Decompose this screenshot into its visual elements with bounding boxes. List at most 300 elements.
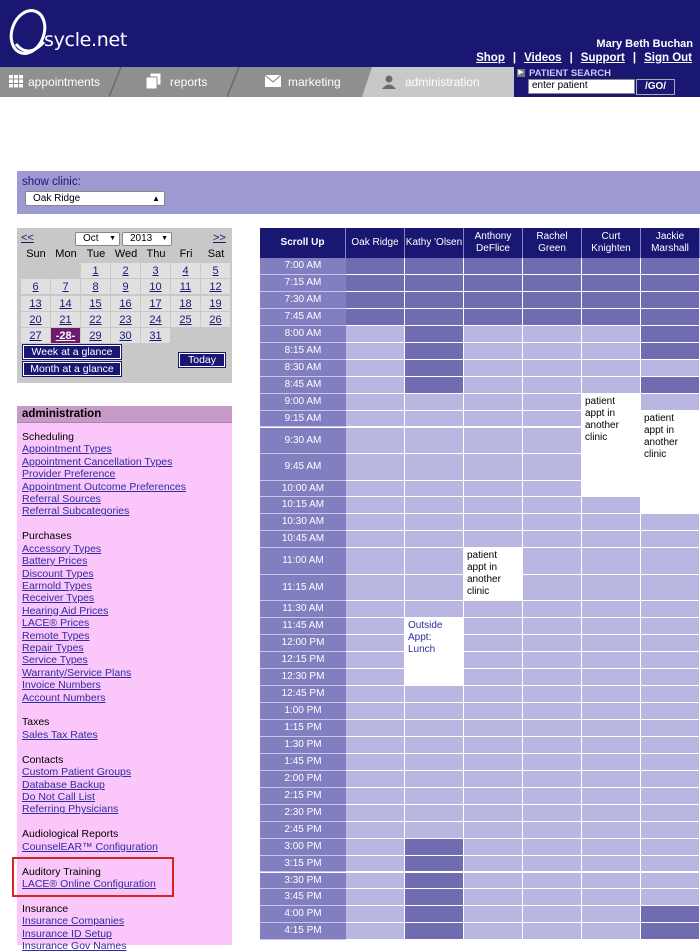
time-slot[interactable] xyxy=(405,703,464,720)
admin-link[interactable]: Invoice Numbers xyxy=(22,679,101,692)
time-slot[interactable] xyxy=(346,514,405,531)
tab-marketing[interactable] xyxy=(240,67,362,97)
time-slot[interactable] xyxy=(582,737,641,754)
appointment-block[interactable]: patient appt in another clinic xyxy=(464,548,522,600)
calendar-day[interactable]: 27 xyxy=(21,328,50,343)
time-slot[interactable] xyxy=(346,343,405,360)
time-slot[interactable] xyxy=(346,703,405,720)
time-slot[interactable] xyxy=(346,428,405,455)
time-slot[interactable] xyxy=(641,514,700,531)
time-slot[interactable] xyxy=(464,686,523,703)
time-slot[interactable] xyxy=(641,394,700,411)
tab-appointments[interactable] xyxy=(0,67,112,97)
time-slot[interactable] xyxy=(582,652,641,669)
time-slot[interactable] xyxy=(641,889,700,906)
admin-link[interactable]: Database Backup xyxy=(22,778,105,791)
time-slot[interactable] xyxy=(641,635,700,652)
time-slot[interactable] xyxy=(641,258,700,275)
calendar-day[interactable]: 7 xyxy=(51,279,80,294)
support-link[interactable]: Support xyxy=(580,52,625,64)
time-slot[interactable] xyxy=(464,497,523,514)
time-slot[interactable] xyxy=(464,428,523,455)
time-slot[interactable] xyxy=(582,754,641,771)
tab-reports[interactable] xyxy=(122,67,232,97)
time-slot[interactable] xyxy=(346,360,405,377)
time-slot[interactable] xyxy=(405,720,464,737)
time-slot[interactable] xyxy=(405,326,464,343)
time-slot[interactable] xyxy=(464,377,523,394)
time-slot[interactable] xyxy=(641,839,700,856)
admin-link[interactable]: Sales Tax Rates xyxy=(22,728,98,741)
time-slot[interactable] xyxy=(582,326,641,343)
time-slot[interactable] xyxy=(523,720,582,737)
provider-column-header[interactable]: Curt Knighten xyxy=(582,228,641,258)
admin-link[interactable]: Referring Physicians xyxy=(22,803,119,816)
calendar-day[interactable]: 31 xyxy=(141,328,170,343)
time-slot[interactable] xyxy=(582,720,641,737)
time-slot[interactable] xyxy=(582,292,641,309)
admin-link[interactable]: Do Not Call List xyxy=(22,790,95,803)
sign-out-link[interactable]: Sign Out xyxy=(644,52,692,64)
calendar-day[interactable]: 2 xyxy=(111,263,140,278)
time-slot[interactable] xyxy=(464,754,523,771)
clinic-select[interactable] xyxy=(25,191,165,206)
calendar-day[interactable]: 30 xyxy=(111,328,140,343)
calendar-day[interactable]: 29 xyxy=(81,328,110,343)
calendar-day[interactable]: 9 xyxy=(111,279,140,294)
time-slot[interactable] xyxy=(523,326,582,343)
calendar-day[interactable]: 12 xyxy=(201,279,230,294)
time-slot[interactable] xyxy=(641,822,700,839)
time-slot[interactable] xyxy=(523,686,582,703)
time-slot[interactable] xyxy=(582,514,641,531)
time-slot[interactable] xyxy=(523,575,582,602)
time-slot[interactable] xyxy=(405,343,464,360)
time-slot[interactable] xyxy=(346,788,405,805)
time-slot[interactable] xyxy=(464,856,523,873)
time-slot[interactable] xyxy=(641,531,700,548)
time-slot[interactable] xyxy=(582,618,641,635)
admin-link[interactable]: Appointment Cancellation Types xyxy=(22,455,173,468)
calendar-day[interactable]: 25 xyxy=(171,312,200,327)
time-slot[interactable] xyxy=(405,686,464,703)
time-slot[interactable] xyxy=(464,771,523,788)
time-slot[interactable] xyxy=(464,394,523,411)
calendar-day[interactable]: 13 xyxy=(21,296,50,311)
month-at-a-glance-button[interactable]: Month at a glance xyxy=(23,362,121,376)
time-slot[interactable] xyxy=(641,906,700,923)
time-slot[interactable] xyxy=(523,754,582,771)
time-slot[interactable] xyxy=(523,275,582,292)
time-slot[interactable] xyxy=(464,737,523,754)
time-slot[interactable] xyxy=(346,481,405,498)
time-slot[interactable] xyxy=(523,618,582,635)
time-slot[interactable] xyxy=(523,856,582,873)
time-slot[interactable] xyxy=(405,481,464,498)
time-slot[interactable] xyxy=(405,754,464,771)
admin-link[interactable]: CounselEAR™ Configuration xyxy=(22,840,158,853)
time-slot[interactable] xyxy=(346,575,405,602)
time-slot[interactable] xyxy=(523,923,582,940)
calendar-day[interactable]: 22 xyxy=(81,312,110,327)
time-slot[interactable] xyxy=(405,309,464,326)
time-slot[interactable] xyxy=(464,805,523,822)
time-slot[interactable] xyxy=(405,822,464,839)
time-slot[interactable] xyxy=(346,258,405,275)
calendar-day[interactable]: 21 xyxy=(51,312,80,327)
time-slot[interactable] xyxy=(464,531,523,548)
time-slot[interactable] xyxy=(582,575,641,602)
time-slot[interactable] xyxy=(464,889,523,906)
time-slot[interactable] xyxy=(464,360,523,377)
time-slot[interactable] xyxy=(346,805,405,822)
time-slot[interactable] xyxy=(523,531,582,548)
videos-link[interactable]: Videos xyxy=(524,52,562,64)
time-slot[interactable] xyxy=(405,889,464,906)
time-slot[interactable] xyxy=(523,839,582,856)
time-slot[interactable] xyxy=(582,275,641,292)
time-slot[interactable] xyxy=(346,394,405,411)
admin-link[interactable]: Discount Types xyxy=(22,567,94,580)
time-slot[interactable] xyxy=(523,497,582,514)
time-slot[interactable] xyxy=(641,618,700,635)
time-slot[interactable] xyxy=(641,805,700,822)
time-slot[interactable] xyxy=(405,923,464,940)
time-slot[interactable] xyxy=(405,275,464,292)
time-slot[interactable] xyxy=(582,788,641,805)
shop-link[interactable]: Shop xyxy=(476,52,505,64)
calendar-day[interactable]: 1 xyxy=(81,263,110,278)
provider-column-header[interactable]: Jackie Marshall xyxy=(641,228,700,258)
admin-link[interactable]: Hearing Aid Prices xyxy=(22,604,109,617)
time-slot[interactable] xyxy=(582,669,641,686)
time-slot[interactable] xyxy=(641,771,700,788)
time-slot[interactable] xyxy=(464,411,523,428)
time-slot[interactable] xyxy=(523,873,582,890)
time-slot[interactable] xyxy=(464,275,523,292)
calendar-day[interactable]: 10 xyxy=(141,279,170,294)
time-slot[interactable] xyxy=(346,669,405,686)
time-slot[interactable] xyxy=(582,258,641,275)
time-slot[interactable] xyxy=(582,548,641,575)
calendar-day[interactable]: 6 xyxy=(21,279,50,294)
time-slot[interactable] xyxy=(464,923,523,940)
time-slot[interactable] xyxy=(405,454,464,481)
time-slot[interactable] xyxy=(523,906,582,923)
time-slot[interactable] xyxy=(523,394,582,411)
time-slot[interactable] xyxy=(464,906,523,923)
time-slot[interactable] xyxy=(523,481,582,498)
time-slot[interactable] xyxy=(641,737,700,754)
time-slot[interactable] xyxy=(582,531,641,548)
time-slot[interactable] xyxy=(641,601,700,618)
time-slot[interactable] xyxy=(405,531,464,548)
time-slot[interactable] xyxy=(405,575,464,602)
time-slot[interactable] xyxy=(582,771,641,788)
time-slot[interactable] xyxy=(464,822,523,839)
time-slot[interactable] xyxy=(346,822,405,839)
time-slot[interactable] xyxy=(464,720,523,737)
time-slot[interactable] xyxy=(582,906,641,923)
time-slot[interactable] xyxy=(346,771,405,788)
time-slot[interactable] xyxy=(405,394,464,411)
calendar-day[interactable]: 16 xyxy=(111,296,140,311)
time-slot[interactable] xyxy=(523,309,582,326)
time-slot[interactable] xyxy=(641,856,700,873)
time-slot[interactable] xyxy=(582,856,641,873)
time-slot[interactable] xyxy=(641,703,700,720)
go-button[interactable]: /GO/ xyxy=(636,79,675,95)
time-slot[interactable] xyxy=(582,309,641,326)
admin-link[interactable]: Insurance Companies xyxy=(22,915,125,928)
time-slot[interactable] xyxy=(641,754,700,771)
calendar-day[interactable]: 17 xyxy=(141,296,170,311)
time-slot[interactable] xyxy=(523,805,582,822)
time-slot[interactable] xyxy=(464,635,523,652)
time-slot[interactable] xyxy=(523,258,582,275)
time-slot[interactable] xyxy=(346,548,405,575)
time-slot[interactable] xyxy=(523,635,582,652)
calendar-day[interactable]: 14 xyxy=(51,296,80,311)
time-slot[interactable] xyxy=(523,428,582,455)
admin-link[interactable]: Provider Preference xyxy=(22,468,116,481)
calendar-day[interactable]: 5 xyxy=(201,263,230,278)
calendar-day[interactable]: -28- xyxy=(51,328,80,343)
admin-link[interactable]: Service Types xyxy=(22,654,88,667)
time-slot[interactable] xyxy=(523,411,582,428)
calendar-day[interactable]: 4 xyxy=(171,263,200,278)
time-slot[interactable] xyxy=(641,377,700,394)
patient-search-input[interactable]: enter patient xyxy=(528,79,635,94)
time-slot[interactable] xyxy=(346,618,405,635)
time-slot[interactable] xyxy=(405,258,464,275)
admin-link[interactable]: Referral Sources xyxy=(22,493,101,505)
admin-link[interactable]: Referral Subcategories xyxy=(22,505,130,518)
time-slot[interactable] xyxy=(641,652,700,669)
time-slot[interactable] xyxy=(523,601,582,618)
tab-administration[interactable] xyxy=(362,67,514,97)
time-slot[interactable] xyxy=(346,601,405,618)
time-slot[interactable] xyxy=(346,309,405,326)
provider-column-header[interactable]: Kathy 'Olsen xyxy=(405,228,464,258)
appointment-block[interactable]: patient appt in another clinic xyxy=(582,394,640,497)
time-slot[interactable] xyxy=(523,822,582,839)
time-slot[interactable] xyxy=(523,360,582,377)
time-slot[interactable] xyxy=(346,889,405,906)
time-slot[interactable] xyxy=(405,292,464,309)
time-slot[interactable] xyxy=(405,360,464,377)
time-slot[interactable] xyxy=(405,737,464,754)
time-slot[interactable] xyxy=(641,873,700,890)
admin-link[interactable]: Repair Types xyxy=(22,641,84,654)
logo-text[interactable]: sycle.net xyxy=(44,29,128,51)
time-slot[interactable] xyxy=(405,497,464,514)
time-slot[interactable] xyxy=(582,703,641,720)
admin-link[interactable]: Remote Types xyxy=(22,629,90,642)
time-slot[interactable] xyxy=(523,454,582,481)
provider-column-header[interactable]: Anthony DeFlice xyxy=(464,228,523,258)
time-slot[interactable] xyxy=(523,889,582,906)
calendar-day[interactable]: 15 xyxy=(81,296,110,311)
time-slot[interactable] xyxy=(464,788,523,805)
time-slot[interactable] xyxy=(641,326,700,343)
time-slot[interactable] xyxy=(346,411,405,428)
time-slot[interactable] xyxy=(464,652,523,669)
time-slot[interactable] xyxy=(346,454,405,481)
time-slot[interactable] xyxy=(582,343,641,360)
time-slot[interactable] xyxy=(641,788,700,805)
time-slot[interactable] xyxy=(523,652,582,669)
admin-link[interactable]: Receiver Types xyxy=(22,592,95,605)
week-at-a-glance-button[interactable]: Week at a glance xyxy=(23,345,121,359)
calendar-day[interactable]: 23 xyxy=(111,312,140,327)
time-slot[interactable] xyxy=(346,839,405,856)
time-slot[interactable] xyxy=(346,754,405,771)
time-slot[interactable] xyxy=(405,839,464,856)
admin-link[interactable]: Accessory Types xyxy=(22,542,102,555)
time-slot[interactable] xyxy=(405,548,464,575)
time-slot[interactable] xyxy=(346,635,405,652)
time-slot[interactable] xyxy=(405,873,464,890)
time-slot[interactable] xyxy=(582,822,641,839)
admin-link[interactable]: Custom Patient Groups xyxy=(22,766,132,779)
time-slot[interactable] xyxy=(523,377,582,394)
time-slot[interactable] xyxy=(523,548,582,575)
calendar-day[interactable]: 24 xyxy=(141,312,170,327)
time-slot[interactable] xyxy=(523,514,582,531)
time-slot[interactable] xyxy=(464,292,523,309)
scroll-up-button[interactable]: Scroll Up xyxy=(260,228,346,258)
calendar-day[interactable]: 18 xyxy=(171,296,200,311)
time-slot[interactable] xyxy=(405,788,464,805)
appointment-block[interactable]: Outside Appt: Lunch xyxy=(405,618,463,685)
admin-link[interactable]: Insurance Gov Names xyxy=(22,940,127,952)
time-slot[interactable] xyxy=(582,601,641,618)
time-slot[interactable] xyxy=(464,454,523,481)
time-slot[interactable] xyxy=(641,720,700,737)
time-slot[interactable] xyxy=(405,428,464,455)
time-slot[interactable] xyxy=(523,292,582,309)
time-slot[interactable] xyxy=(464,514,523,531)
time-slot[interactable] xyxy=(582,839,641,856)
time-slot[interactable] xyxy=(464,873,523,890)
time-slot[interactable] xyxy=(405,856,464,873)
time-slot[interactable] xyxy=(582,923,641,940)
prev-month-link[interactable]: << xyxy=(21,232,34,244)
time-slot[interactable] xyxy=(464,326,523,343)
time-slot[interactable] xyxy=(464,618,523,635)
admin-link[interactable]: LACE® Prices xyxy=(22,617,90,630)
year-select[interactable] xyxy=(122,232,172,246)
time-slot[interactable] xyxy=(641,360,700,377)
time-slot[interactable] xyxy=(464,343,523,360)
provider-column-header[interactable]: Rachel Green xyxy=(523,228,582,258)
time-slot[interactable] xyxy=(405,906,464,923)
time-slot[interactable] xyxy=(641,275,700,292)
time-slot[interactable] xyxy=(582,635,641,652)
time-slot[interactable] xyxy=(641,575,700,602)
time-slot[interactable] xyxy=(582,360,641,377)
calendar-day[interactable]: 11 xyxy=(171,279,200,294)
time-slot[interactable] xyxy=(582,889,641,906)
time-slot[interactable] xyxy=(346,873,405,890)
calendar-day[interactable]: 20 xyxy=(21,312,50,327)
time-slot[interactable] xyxy=(582,805,641,822)
time-slot[interactable] xyxy=(523,771,582,788)
time-slot[interactable] xyxy=(346,275,405,292)
time-slot[interactable] xyxy=(582,873,641,890)
time-slot[interactable] xyxy=(641,343,700,360)
next-month-link[interactable]: >> xyxy=(213,232,226,244)
admin-link[interactable]: Account Numbers xyxy=(22,691,106,704)
time-slot[interactable] xyxy=(346,326,405,343)
time-slot[interactable] xyxy=(464,309,523,326)
time-slot[interactable] xyxy=(346,292,405,309)
time-slot[interactable] xyxy=(346,531,405,548)
time-slot[interactable] xyxy=(464,703,523,720)
time-slot[interactable] xyxy=(464,601,523,618)
time-slot[interactable] xyxy=(346,906,405,923)
time-slot[interactable] xyxy=(641,292,700,309)
time-slot[interactable] xyxy=(582,497,641,514)
today-button[interactable]: Today xyxy=(179,353,225,367)
time-slot[interactable] xyxy=(464,481,523,498)
time-slot[interactable] xyxy=(405,514,464,531)
time-slot[interactable] xyxy=(405,377,464,394)
admin-link[interactable]: LACE® Online Configuration xyxy=(22,877,156,890)
time-slot[interactable] xyxy=(523,788,582,805)
time-slot[interactable] xyxy=(346,652,405,669)
time-slot[interactable] xyxy=(464,839,523,856)
time-slot[interactable] xyxy=(405,601,464,618)
time-slot[interactable] xyxy=(523,343,582,360)
time-slot[interactable] xyxy=(346,377,405,394)
admin-link[interactable]: Appointment Types xyxy=(22,443,112,456)
calendar-day[interactable]: 3 xyxy=(141,263,170,278)
time-slot[interactable] xyxy=(641,669,700,686)
admin-link[interactable]: Earmold Types xyxy=(22,579,92,592)
time-slot[interactable] xyxy=(464,258,523,275)
time-slot[interactable] xyxy=(641,923,700,940)
time-slot[interactable] xyxy=(346,720,405,737)
calendar-day[interactable]: 26 xyxy=(201,312,230,327)
month-select[interactable] xyxy=(75,232,120,246)
calendar-day[interactable]: 8 xyxy=(81,279,110,294)
time-slot[interactable] xyxy=(641,548,700,575)
calendar-day[interactable]: 19 xyxy=(201,296,230,311)
appointment-block[interactable]: patient appt in another clinic xyxy=(641,411,699,514)
time-slot[interactable] xyxy=(523,669,582,686)
time-slot[interactable] xyxy=(346,856,405,873)
time-slot[interactable] xyxy=(582,377,641,394)
time-slot[interactable] xyxy=(523,703,582,720)
time-slot[interactable] xyxy=(582,686,641,703)
admin-link[interactable]: Appointment Outcome Preferences xyxy=(22,480,187,493)
admin-link[interactable]: Battery Prices xyxy=(22,555,88,568)
time-slot[interactable] xyxy=(405,805,464,822)
time-slot[interactable] xyxy=(641,309,700,326)
time-slot[interactable] xyxy=(346,686,405,703)
time-slot[interactable] xyxy=(523,737,582,754)
time-slot[interactable] xyxy=(346,737,405,754)
time-slot[interactable] xyxy=(346,497,405,514)
time-slot[interactable] xyxy=(405,411,464,428)
provider-column-header[interactable]: Oak Ridge xyxy=(346,228,405,258)
time-slot[interactable] xyxy=(641,686,700,703)
time-slot[interactable] xyxy=(464,669,523,686)
admin-link[interactable]: Warranty/Service Plans xyxy=(22,666,132,679)
time-slot[interactable] xyxy=(405,771,464,788)
